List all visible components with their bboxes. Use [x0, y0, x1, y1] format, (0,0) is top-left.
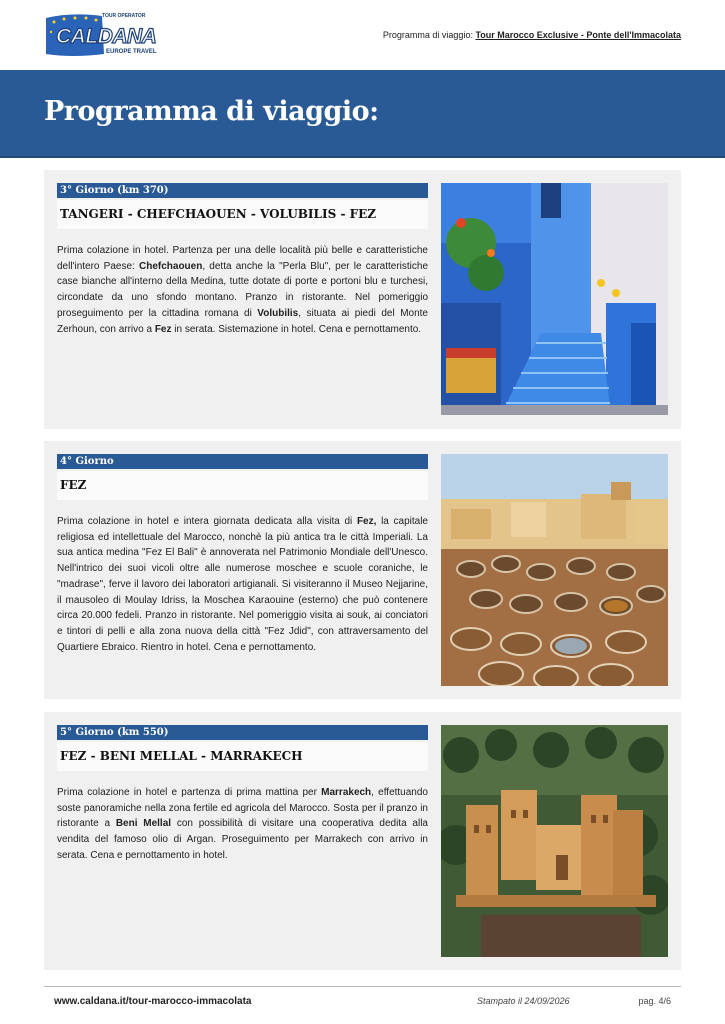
footer-url-link[interactable]: www.caldana.it/tour-marocco-immacolata [54, 996, 252, 1007]
bold-place-name: Volubilis [257, 307, 299, 319]
bold-place-name: Chefchaouen [139, 260, 203, 272]
header-program-line [383, 30, 681, 40]
text-run: Prima colazione in hotel e partenza di prima mattina per [57, 787, 322, 798]
day-description [57, 785, 428, 864]
footer-page-number: pag. 4/6 [638, 996, 671, 1006]
svg-text:EUROPE TRAVEL: EUROPE TRAVEL [106, 49, 157, 55]
day-card [44, 712, 681, 970]
day-title: FEZ - BENI MELLAL - MARRAKECH [57, 742, 428, 771]
bold-place-name: Beni Mellal [115, 818, 172, 830]
day-description [57, 243, 428, 337]
fez-tanneries-photo [441, 454, 668, 686]
chefchaouen-photo [441, 183, 668, 415]
bold-place-name: Fez [154, 323, 172, 335]
caldana-logo[interactable] [42, 10, 187, 60]
page-header [0, 0, 725, 70]
day-description [57, 514, 428, 655]
kasbah-photo [441, 725, 668, 957]
text-run: , detta anche la "Perla Blu", per le caratteristiche case bianche all'interno della Medina, tutte dotate di porte e portoni blu e turchesi, circondate da uno sfondo montano. Pranzo in ristorante. Nel pomeriggio proseguimento per la cittadina romana di [57, 260, 429, 319]
svg-text:TOUR OPERATOR: TOUR OPERATOR [102, 13, 146, 19]
text-run: in serata. Sistemazione in hotel. Cena e pernottamento. [171, 323, 422, 335]
day-label: 4° Giorno [57, 454, 428, 469]
text-run: , effettuando soste panoramiche nella zona fertile ed agricola del Marocco. Sosta per il pranzo in ristorante a [57, 787, 428, 830]
day-title: TANGERI - CHEFCHAOUEN - VOLUBILIS - FEZ [57, 200, 428, 229]
page-title: Programma di viaggio: [44, 96, 379, 127]
text-run: con possibilità di visitare una cooperativa dedita alla vendita del famoso olio di Argan. Proseguimento per Marrakech con arrivo in serata. Cena e pernottamento in hotel. [57, 818, 428, 861]
header-program-label: Programma di viaggio: [382, 30, 476, 40]
day-card [44, 441, 681, 699]
footer-print-date: Stampato il 24/09/2026 [477, 996, 570, 1006]
header-program-title-link[interactable]: Tour Marocco Exclusive - Ponte dell'Immacolata [475, 30, 681, 40]
text-run: , situata ai piedi del Monte Zerhoun, con arrivo a [57, 307, 428, 335]
text-run: Prima colazione in hotel e intera giornata dedicata alla visita di [57, 516, 357, 527]
text-run: la capitale religiosa ed intellettuale del Marocco, nonchè la più antica tra le città Imperiali. La sua antica medina "Fez El Bali" è annoverata nel Patrimonio Mondiale dell'Unesco. Nell'intrico dei suoi vicoli oltre alle numerose moschee e scuole coraniche, le "madrase", ferve il lavoro dei laboratori artigianali. Si visiteranno il Museo Nejjarine, il mausoleo di Moulay Idriss, la Moschea Karaouine (esterno) che può contenere circa 20.000 fedeli. Pranzo in ristorante. Nel pomeriggio visita ai souk, ai conciatori e tintori di pelli e alla zona nuova della città "Fez Jdid", con attraversamento del Quartiere Ebraico. Rientro in hotel. Cena e pernottamento. [57, 516, 428, 653]
bold-place-name: Marrakech [321, 787, 372, 798]
bold-place-name: Fez, [356, 516, 377, 527]
svg-text:CALDANA: CALDANA [56, 25, 157, 48]
day-label: 3° Giorno (km 370) [57, 183, 428, 198]
day-label: 5° Giorno (km 550) [57, 725, 428, 740]
text-run: Prima colazione in hotel. Partenza per una delle località più belle e caratteristiche dell'intero Paese: [57, 245, 428, 272]
title-banner [0, 70, 725, 158]
day-title: FEZ [57, 471, 428, 500]
day-card [44, 170, 681, 429]
page-footer [44, 986, 681, 1016]
